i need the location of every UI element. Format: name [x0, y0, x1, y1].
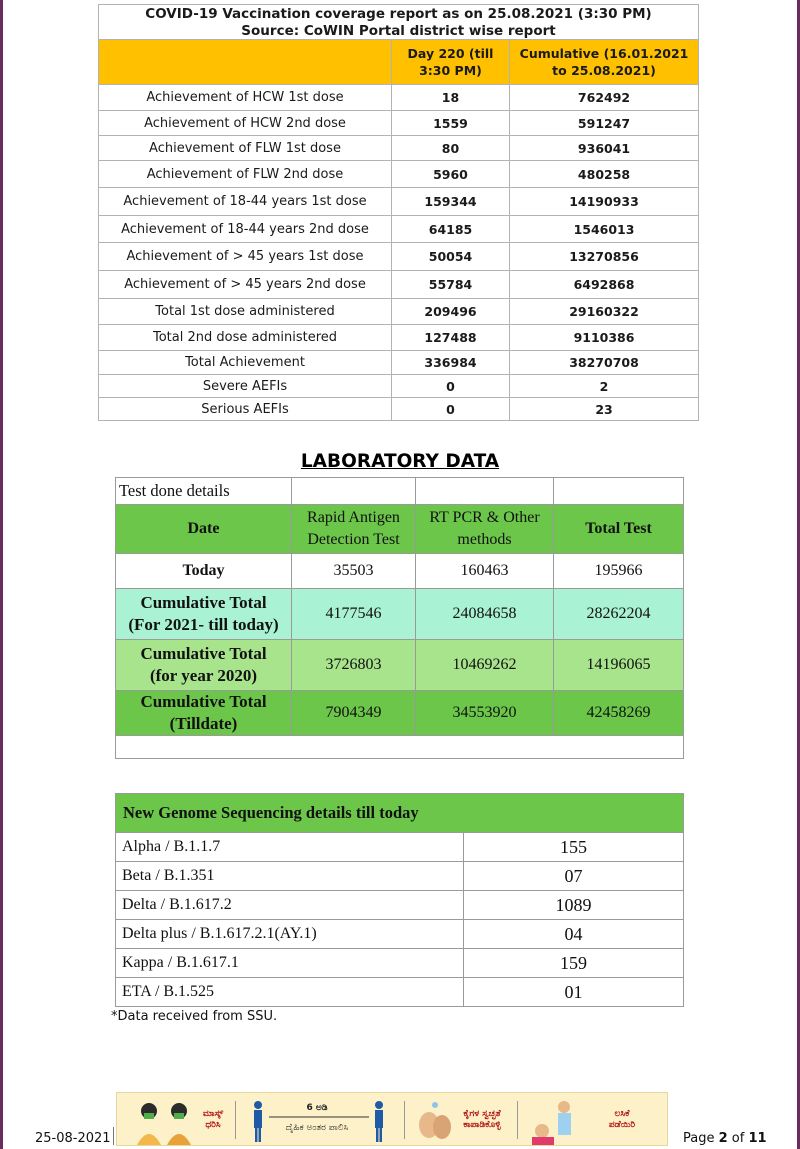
data-source-note: *Data received from SSU. — [111, 1009, 278, 1024]
banner-text-2: ದೈಹಿಕ ಅಂತರ ಪಾಲಿಸಿ — [285, 1123, 349, 1133]
table-row: Today 35503 160463 195966 — [116, 554, 684, 589]
table-row: Achievement of HCW 1st dose 18 762492 — [99, 85, 699, 111]
table-row: Serious AEFIs 0 23 — [99, 398, 699, 421]
banner-distance: 6 ಅಡಿ — [306, 1103, 328, 1113]
vaccination-table — [98, 4, 699, 421]
page-number: Page 2 of 11 — [683, 1131, 767, 1146]
genome-table — [115, 793, 684, 1007]
table-row: Delta plus / B.1.617.2.1(AY.1) 04 — [116, 920, 684, 949]
table-row: Cumulative Total (Tilldate) 7904349 34553920 42458269 — [116, 691, 684, 736]
banner-text-3: ಕೈಗಳ ಸ್ವಚ್ಛತೆ ಕಾಪಾಡಿಕೊಳ್ಳಿ — [463, 1109, 501, 1130]
lab-table — [115, 477, 684, 759]
header-blank — [99, 40, 392, 85]
table-row: Achievement of 18-44 years 2nd dose 64185 1546013 — [99, 216, 699, 243]
vaccination-source: Source: CoWIN Portal district wise report — [99, 22, 699, 40]
table-row: Achievement of 18-44 years 1st dose 159344 14190933 — [99, 188, 699, 216]
table-row: Total Achievement 336984 38270708 — [99, 351, 699, 375]
table-row: Achievement of > 45 years 2nd dose 55784 6492868 — [99, 271, 699, 299]
table-row: Delta / B.1.617.2 1089 — [116, 891, 684, 920]
lab-caption: Test done details — [116, 478, 292, 505]
table-row: Total 2nd dose administered 127488 9110386 — [99, 325, 699, 351]
lab-header-total: Total Test — [554, 505, 684, 554]
table-row: Achievement of > 45 years 1st dose 50054 13270856 — [99, 243, 699, 271]
footer-date: 25-08-2021 — [35, 1131, 111, 1146]
header-day: Day 220 (till 3:30 PM) — [392, 40, 510, 85]
table-row: Severe AEFIs 0 2 — [99, 375, 699, 398]
banner-text-4: ಲಸಿಕೆ ಪಡೆಯಿರಿ — [608, 1109, 636, 1130]
vaccination-title: COVID-19 Vaccination coverage report as on 25.08.2021 (3:30 PM) — [99, 5, 699, 23]
genome-title: New Genome Sequencing details till today — [116, 794, 684, 833]
table-row: Achievement of HCW 2nd dose 1559 591247 — [99, 111, 699, 136]
table-row: Alpha / B.1.1.7 155 — [116, 833, 684, 862]
lab-header-rat: Rapid Antigen Detection Test — [292, 505, 416, 554]
lab-header-date: Date — [116, 505, 292, 554]
table-row: Cumulative Total (for year 2020) 3726803 10469262 14196065 — [116, 640, 684, 691]
covid-guidelines-banner — [116, 1092, 668, 1146]
lab-header-rtpcr: RT PCR & Other methods — [416, 505, 554, 554]
table-row: ETA / B.1.525 01 — [116, 978, 684, 1007]
table-row: Achievement of FLW 2nd dose 5960 480258 — [99, 161, 699, 188]
table-row: Cumulative Total (For 2021- till today) 4177546 24084658 28262204 — [116, 589, 684, 640]
table-row: Total 1st dose administered 209496 29160322 — [99, 299, 699, 325]
footer-divider — [113, 1127, 114, 1145]
lab-heading: LABORATORY DATA — [300, 451, 500, 472]
table-row: Achievement of FLW 1st dose 80 936041 — [99, 136, 699, 161]
table-row: Beta / B.1.351 07 — [116, 862, 684, 891]
page-border-left — [0, 0, 3, 1149]
header-cumulative: Cumulative (16.01.2021 to 25.08.2021) — [510, 40, 699, 85]
table-row: Kappa / B.1.617.1 159 — [116, 949, 684, 978]
banner-text-1: ಮಾಸ್ಕ್ ಧರಿಸಿ — [202, 1109, 224, 1130]
